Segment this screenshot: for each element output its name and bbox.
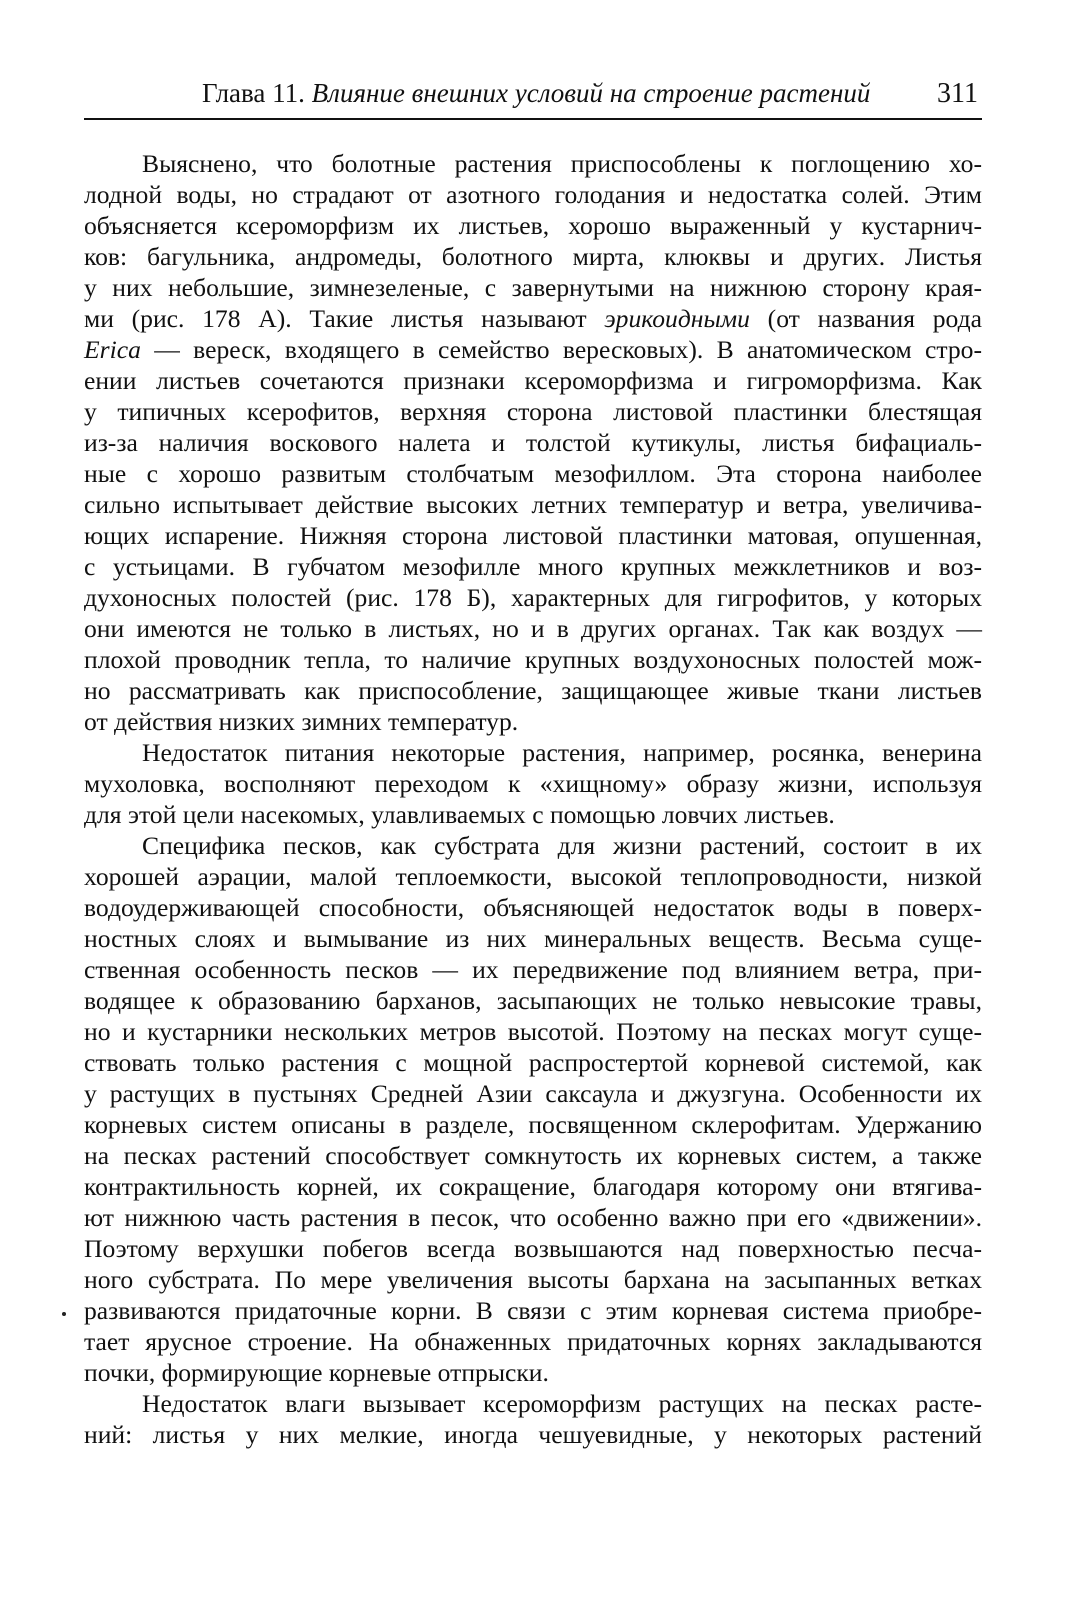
text-line: сильно испытывает действие высоких летних температур и ветра, увеличива-: [84, 490, 982, 519]
running-header: [84, 74, 982, 120]
text-line: но и кустарники нескольких метров высотой. Поэтому на песках могут суще-: [84, 1017, 982, 1046]
text-line: плохой проводник тепла, то наличие крупных воздухоносных полостей мож-: [84, 645, 982, 674]
text-line: ют нижнюю часть растения в песок, что особенно важно при его «движении».: [84, 1203, 982, 1232]
text-line: ний: листья у них мелкие, иногда чешуевидные, у некоторых растений: [84, 1420, 982, 1449]
text-line: Выяснено, что болотные растения приспособлены к поглощению хо-: [142, 149, 982, 178]
text-line: ные с хорошо развитым столбчатым мезофиллом. Эта сторона наиболее: [84, 459, 982, 488]
margin-mark: [62, 1312, 66, 1316]
text-line: на песках растений способствует сомкнутость их корневых систем, а также: [84, 1141, 982, 1170]
text-line: объясняется ксероморфизм их листьев, хорошо выраженный у кустарнич-: [84, 211, 982, 240]
text-line: у растущих в пустынях Средней Азии саксаула и джузгуна. Особенности их: [84, 1079, 982, 1108]
text-line: хорошей аэрации, малой теплоемкости, высокой теплопроводности, низкой: [84, 862, 982, 891]
text-line: лодной воды, но страдают от азотного голодания и недостатка солей. Этим: [84, 180, 982, 209]
text-line: ного субстрата. По мере увеличения высоты бархана на засыпанных ветках: [84, 1265, 982, 1294]
text-line: для этой цели насекомых, улавливаемых с помощью ловчих листьев.: [84, 800, 835, 829]
text-line: ющих испарение. Нижняя сторона листовой пластинки матовая, опушенная,: [84, 521, 982, 550]
text-line: тает ярусное строение. На обнаженных придаточных корнях закладываются: [84, 1327, 982, 1356]
text-line: у типичных ксерофитов, верхняя сторона листовой пластинки блестящая: [84, 397, 982, 426]
text-line: водоудерживающей способности, объясняющей недостаток воды в поверх-: [84, 893, 982, 922]
text-line: водящее к образованию барханов, засыпающих не только невысокие травы,: [84, 986, 982, 1015]
text-line: контрактильность корней, их сокращение, благодаря которому они втягива-: [84, 1172, 982, 1201]
text-line: духоносных полостей (рис. 178 Б), характерных для гигрофитов, у которых: [84, 583, 982, 612]
text-line: Недостаток питания некоторые растения, например, росянка, венерина: [142, 738, 982, 767]
text-line: от действия низких зимних температур.: [84, 707, 519, 736]
text-line: мухоловка, восполняют переходом к «хищному» образу жизни, используя: [84, 769, 982, 798]
text-line: но рассматривать как приспособление, защищающее живые ткани листьев: [84, 676, 982, 705]
text-line: почки, формирующие корневые отпрыски.: [84, 1358, 549, 1387]
italic-term: эрикоидными: [604, 304, 750, 333]
page-number: 311: [937, 78, 978, 109]
text-line: Специфика песков, как субстрата для жизни растений, состоит в их: [142, 831, 982, 860]
italic-term: Erica: [84, 335, 141, 364]
page-body: [84, 148, 982, 1450]
text-line: корневых систем описаны в разделе, посвященном склерофитам. Удержанию: [84, 1110, 982, 1139]
paragraph: [84, 148, 982, 737]
text-line: Недостаток влаги вызывает ксероморфизм растущих на песках расте-: [142, 1389, 982, 1418]
text-line: ственная особенность песков — их передвижение под влиянием ветра, при-: [84, 955, 982, 984]
text-line: с устьицами. В губчатом мезофилле много крупных межклетников и воз-: [84, 552, 982, 581]
chapter-title: Влияние внешних условий на строение растений: [311, 78, 871, 108]
text-line: ностных слоях и вымывание из них минеральных веществ. Весьма суще-: [84, 924, 982, 953]
chapter-label: Глава 11.: [202, 78, 305, 108]
text-line: Поэтому верхушки побегов всегда возвышаются над поверхностью песча-: [84, 1234, 982, 1263]
paragraph: [84, 1388, 982, 1450]
text-line: у них небольшие, зимнезеленые, с завернутыми на нижнюю сторону края-: [84, 273, 982, 302]
text-line: ков: багульника, андромеды, болотного мирта, клюквы и других. Листья: [84, 242, 982, 271]
text-line: ении листьев сочетаются признаки ксероморфизма и гигроморфизма. Как: [84, 366, 982, 395]
text-line: они имеются не только в листьях, но и в других органах. Так как воздух —: [84, 614, 982, 643]
paragraph: [84, 737, 982, 830]
chapter-heading: [202, 78, 870, 109]
text-line: развиваются придаточные корни. В связи с этим корневая система приобре-: [84, 1296, 982, 1325]
text-line: ствовать только растения с мощной распростертой корневой системой, как: [84, 1048, 982, 1077]
text-line: ми (рис. 178 А). Такие листья называют эрикоидными (от названия рода: [84, 304, 982, 333]
text-line: Erica — вереск, входящего в семейство вересковых). В анатомическом стро-: [84, 335, 982, 364]
text-line: из-за наличия воскового налета и толстой кутикулы, листья бифациаль-: [84, 428, 982, 457]
paragraph: [84, 830, 982, 1388]
